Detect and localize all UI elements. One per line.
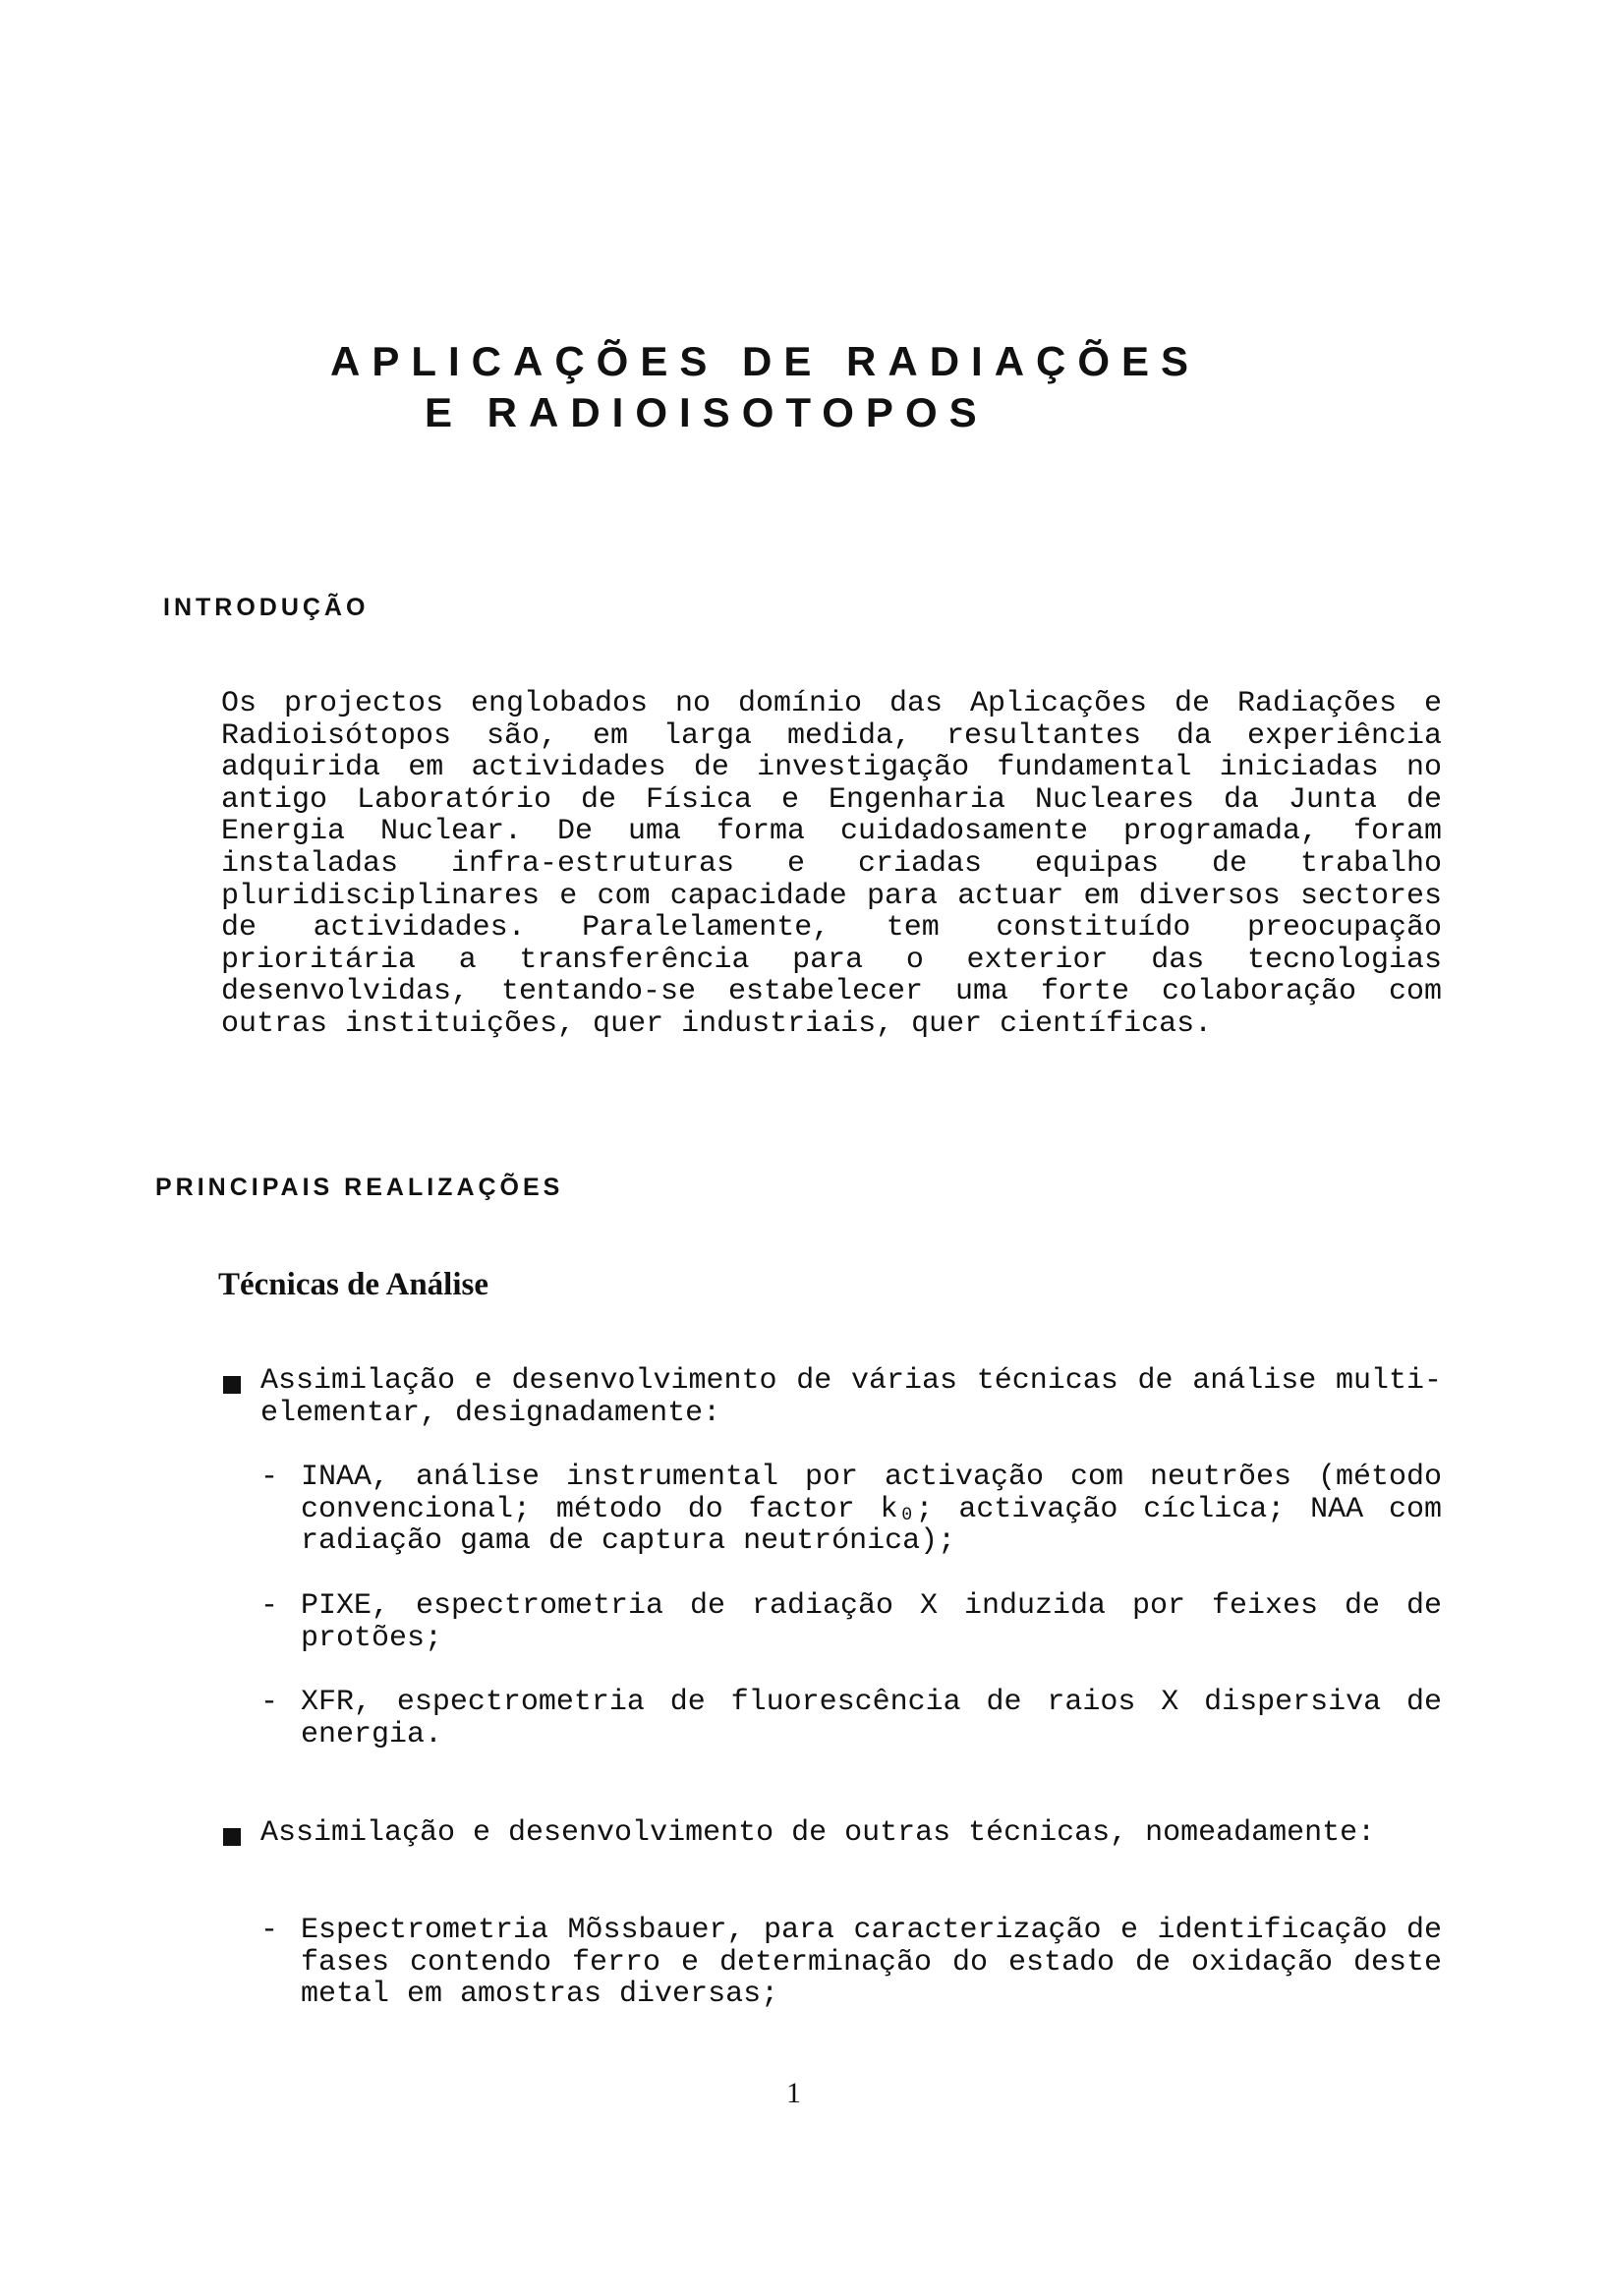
- item-inaa: INAA, análise instrumental por activação com neutrões (método convencional; método do factor k₀; activação cíclica; NAA com radiação gama de captura neutrónica);: [301, 1461, 1442, 1559]
- title-line-1: APLICAÇÕES DE RADIAÇÕES: [330, 338, 1201, 384]
- page-number: 1: [786, 2077, 801, 2109]
- dash-marker: -: [260, 1589, 279, 1623]
- analysis-techniques-subheading: Técnicas de Análise: [218, 1267, 489, 1302]
- intro-paragraph: Os projectos englobados no domínio das Aplicações de Radiações e Radioisótopos são, em larga medida, resultantes da experiência adquirida em actividades de investigação fundamental iniciadas no antigo Laboratório de Física e Engenharia Nucleares da Junta de Energia Nuclear. De uma forma cuidadosamente programada, foram instaladas infra-estruturas e criadas equipas de trabalho pluridisciplinares e com capacidade para actuar em diversos sectores de actividades. Paralelamente, tem constituído preocupação prioritária a transferência para o exterior das tecnologias desenvolvidas, tentando-se estabelecer uma forte colaboração com outras instituições, quer industriais, quer científicas.: [221, 687, 1442, 1041]
- dash-marker: -: [260, 1461, 279, 1494]
- item-mossbauer: Espectrometria Mõssbauer, para caracterização e identificação de fases contendo ferro e determinação do estado de oxidação deste metal em amostras diversas;: [301, 1914, 1442, 2012]
- realizations-heading: PRINCIPAIS REALIZAÇÕES: [155, 1174, 564, 1201]
- bullet-multi-elemental: Assimilação e desenvolvimento de várias técnicas de análise multi-elementar, designadamente:: [260, 1364, 1442, 1430]
- title-line-2: E RADIOISOTOPOS: [425, 389, 989, 435]
- item-pixe: PIXE, espectrometria de radiação X induzida por feixes de de protões;: [301, 1589, 1442, 1655]
- bullet-other-techniques: Assimilação e desenvolvimento de outras técnicas, nomeadamente:: [260, 1816, 1376, 1850]
- item-xfr: XFR, espectrometria de fluorescência de raios X dispersiva de energia.: [301, 1686, 1442, 1751]
- dash-marker: -: [260, 1914, 279, 1947]
- dash-marker: -: [260, 1686, 279, 1719]
- intro-heading: INTRODUÇÃO: [163, 594, 370, 621]
- square-bullet-icon: [223, 1376, 241, 1394]
- square-bullet-icon: [223, 1828, 241, 1846]
